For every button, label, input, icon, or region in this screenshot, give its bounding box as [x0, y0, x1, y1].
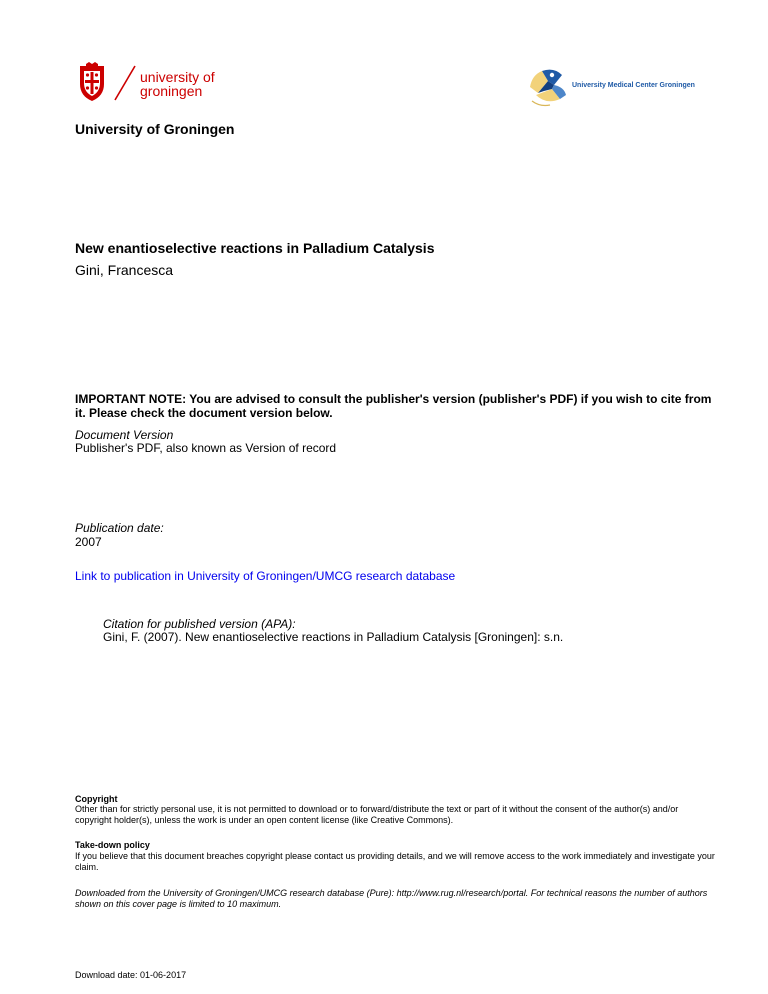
umcg-emblem-icon [526, 65, 570, 109]
important-note: IMPORTANT NOTE: You are advised to consult the publisher's version (publisher's PDF) if you wish to cite from it. Please check the document version below. [75, 392, 712, 420]
university-seal-icon [77, 62, 107, 102]
rug-logo [77, 62, 237, 106]
document-version-value: Publisher's PDF, also known as Version of record [75, 441, 337, 455]
copyright-heading: Copyright [75, 794, 118, 804]
copyright-body: Other than for strictly personal use, it is not permitted to download or to forward/distribute the text or part of it without the consent of the author(s) and/or copyright holder(s), unless the work is under an open content license (like Creative Commons). [75, 804, 679, 825]
institution-name: University of Groningen [75, 121, 235, 137]
takedown-body: If you believe that this document breaches copyright please contact us providing details, and we will remove access to the work immediately and investigate your claim. [75, 851, 715, 872]
publication-link[interactable]: Link to publication in University of Groningen/UMCG research database [75, 569, 456, 583]
publication-date-label: Publication date: [75, 521, 164, 535]
takedown-heading: Take-down policy [75, 840, 150, 850]
publication-date-value: 2007 [75, 535, 102, 549]
download-date: Download date: 01-06-2017 [75, 970, 187, 980]
umcg-logo [526, 65, 726, 109]
citation-label: Citation for published version (APA): [103, 617, 296, 631]
citation-value: Gini, F. (2007). New enantioselective reactions in Palladium Catalysis [Groningen]: s.n. [103, 630, 564, 644]
umcg-logo-name: University Medical Center Groningen [572, 82, 695, 89]
rug-logo-line2: groningen [140, 83, 203, 99]
logo-divider-icon [113, 64, 137, 102]
publication-title: New enantioselective reactions in Palladium Catalysis [75, 240, 435, 256]
document-version-label: Document Version [75, 428, 174, 442]
author-name: Gini, Francesca [75, 262, 174, 278]
downloaded-from-notice: Downloaded from the University of Groningen/UMCG research database (Pure): http://www.rug.nl/research/portal. For technical reasons the number of authors shown on this cover page is limited to 10 maximum. [75, 888, 708, 909]
rug-logo-line1: university of [140, 69, 215, 85]
